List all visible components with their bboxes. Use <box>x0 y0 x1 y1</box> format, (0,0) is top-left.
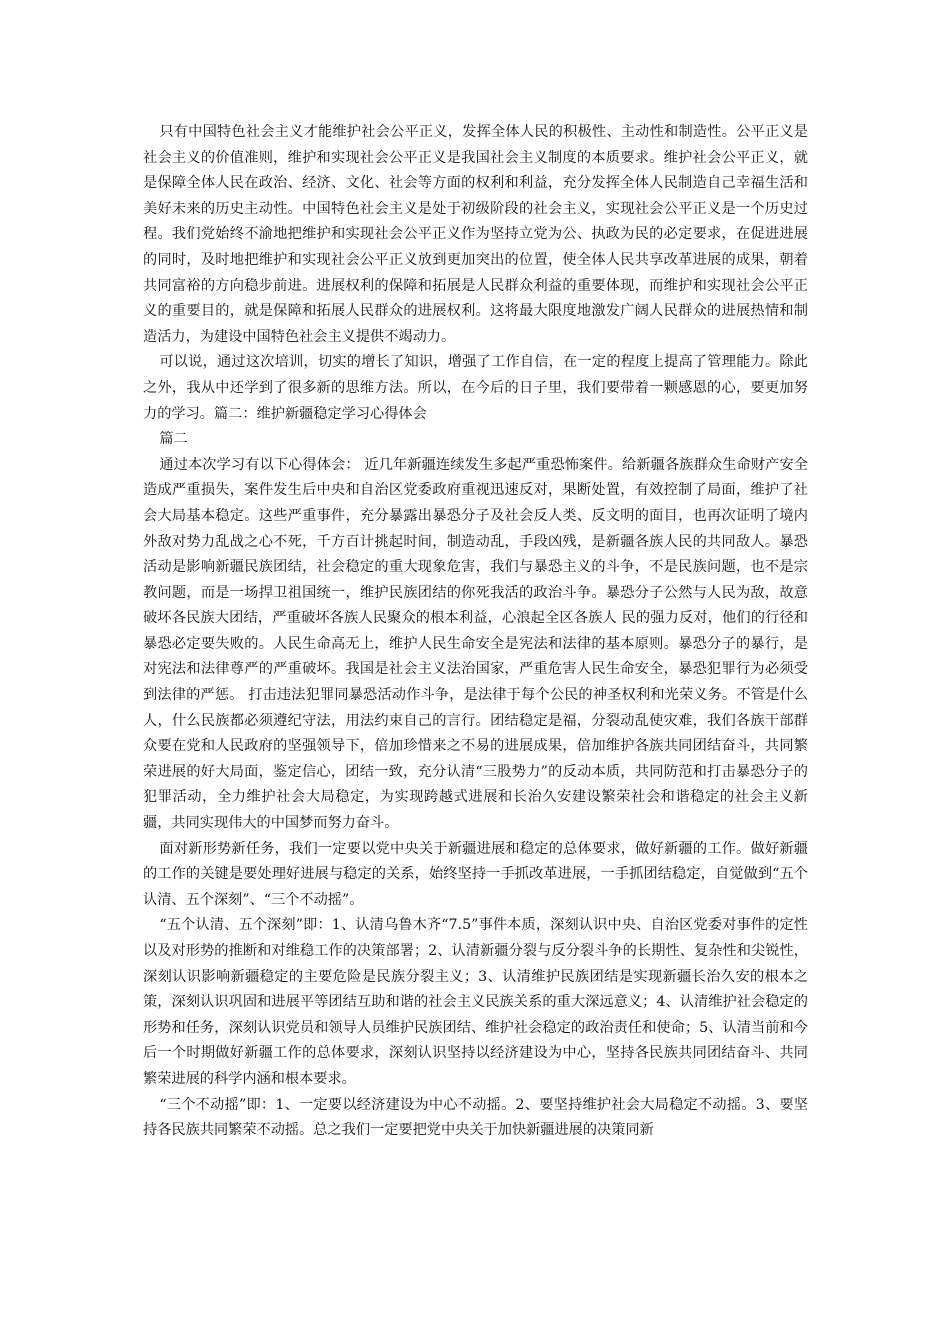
paragraph-five-recognitions: “五个认清、五个深刻”即：1、认清乌鲁木齐“7.5”事件本质，深刻认识中央、自治区党委对事件的定性以及对形势的推断和对维稳工作的决策部署；2、认清新疆分裂与反分裂斗争的长期性、复杂性和尖锐性，深刻认识影响新疆稳定的主要危险是民族分裂主义；3、认清维护民族团结是实现新疆长治久安的根本之策，深刻认识巩固和进展平等团结互助和谐的社会主义民族关系的重大深远意义；4、认清维护社会稳定的形势和任务，深刻认识党员和领导人员维护民族团结、维护社会稳定的政治责任和使命；5、认清当前和今后一个时期做好新疆工作的总体要求，深刻认识坚持以经济建设为中心，坚持各民族共同团结奋斗、共同繁荣进展的科学内涵和根本要求。 <box>143 917 808 1087</box>
paragraph-new-situation: 面对新形势新任务，我们一定要以党中央关于新疆进展和稳定的总体要求，做好新疆的工作。做好新疆的工作的关键是要处理好进展与稳定的关系，始终坚持一手抓改革进展，一手抓团结稳定，自觉做到“五个认清、五个深刻”、“三个不动摇”。 <box>143 840 808 908</box>
section-heading-part-two: 篇二 <box>159 431 188 448</box>
paragraph-three-unwavering: “三个不动摇”即：1、一定要以经济建设为中心不动摇。2、要坚持维护社会大局稳定不动摇。3、要坚持各民族共同繁荣不动摇。总之我们一定要把党中央关于加快新疆进展的决策同新 <box>143 1096 808 1139</box>
paragraph-training-summary: 可以说，通过这次培训，切实的增长了知识，增强了工作自信，在一定的程度上提高了管理能力。除此之外，我从中还学到了很多新的思维方法。所以，在今后的日子里，我们要带着一颗感恩的心，要更加努力的学习。篇二：维护新疆稳定学习心得体会 <box>143 354 808 422</box>
document-body <box>143 120 808 1144</box>
paragraph-social-justice: 只有中国特色社会主义才能维护社会公平正义，发挥全体人民的积极性、主动性和制造性。公平正义是社会主义的价值准则，维护和实现社会公平正义是我国社会主义制度的本质要求。维护社会公平正义，就是保障全体人民在政治、经济、文化、社会等方面的权利和利益，充分发挥全体人民制造自己幸福生活和美好未来的历史主动性。中国特色社会主义是处于初级阶段的社会主义，实现社会公平正义是一个历史过程。我们党始终不渝地把维护和实现社会公平正义作为坚持立党为公、执政为民的必定要求，在促进进展的同时，及时地把维护和实现社会公平正义放到更加突出的位置，使全体人民共享改革进展的成果，朝着共同富裕的方向稳步前进。进展权利的保障和拓展是人民群众利益的重要体现，而维护和实现社会公平正义的重要目的，就是保障和拓展人民群众的进展权利。这将最大限度地激发广阔人民群众的进展热情和制造活力，为建设中国特色社会主义提供不竭动力。 <box>143 124 808 345</box>
paragraph-study-reflection: 通过本次学习有以下心得体会： 近几年新疆连续发生多起严重恐怖案件。给新疆各族群众生命财产安全造成严重损失，案件发生后中央和自治区党委政府重视迅速反对，果断处置，有效控制了局面，维护了社会大局基本稳定。这些严重事件，充分暴露出暴恐分子及社会反人类、反文明的面目，也再次证明了境内外敌对势力乱战之心不死，千方百计挑起时间，制造动乱，手段凶残，是新疆各族人民的共同敌人。暴恐活动是影响新疆民族团结，社会稳定的重大现象危害，我们与暴恐主义的斗争，不是民族问题，也不是宗教问题，而是一场捍卫祖国统一，维护民族团结的你死我活的政治斗争。暴恐分子公然与人民为敌，故意破坏各民族大团结，严重破坏各族人民聚众的根本利益，心浪起全区各族人 民的强力反对，他们的行径和暴恐必定要失败的。人民生命高无上，维护人民生命安全是宪法和法律的基本原则。暴恐分子的暴行，是对宪法和法律尊严的严重破坏。我国是社会主义法治国家，严重危害人民生命安全，暴恐犯罪行为必须受到法律的严惩。 打击违法犯罪同暴恐活动作斗争，是法律于每个公民的神圣权利和光荣义务。不管是什么人，什么民族都必须遵纪守法，用法约束自己的言行。团结稳定是福，分裂动乱使灾难，我们各族干部群众要在党和人民政府的坚强领导下，倍加珍惜来之不易的进展成果，倍加维护各族共同团结奋斗，共同繁荣进展的好大局面，鉴定信心，团结一致，充分认清“三股势力”的反动本质，共同防范和打击暴恐分子的犯罪活动，全力维护社会大局稳定，为实现跨越式进展和长治久安建设繁荣社会和谐稳定的社会主义新疆，共同实现伟大的中国梦而努力奋斗。 <box>143 456 808 832</box>
